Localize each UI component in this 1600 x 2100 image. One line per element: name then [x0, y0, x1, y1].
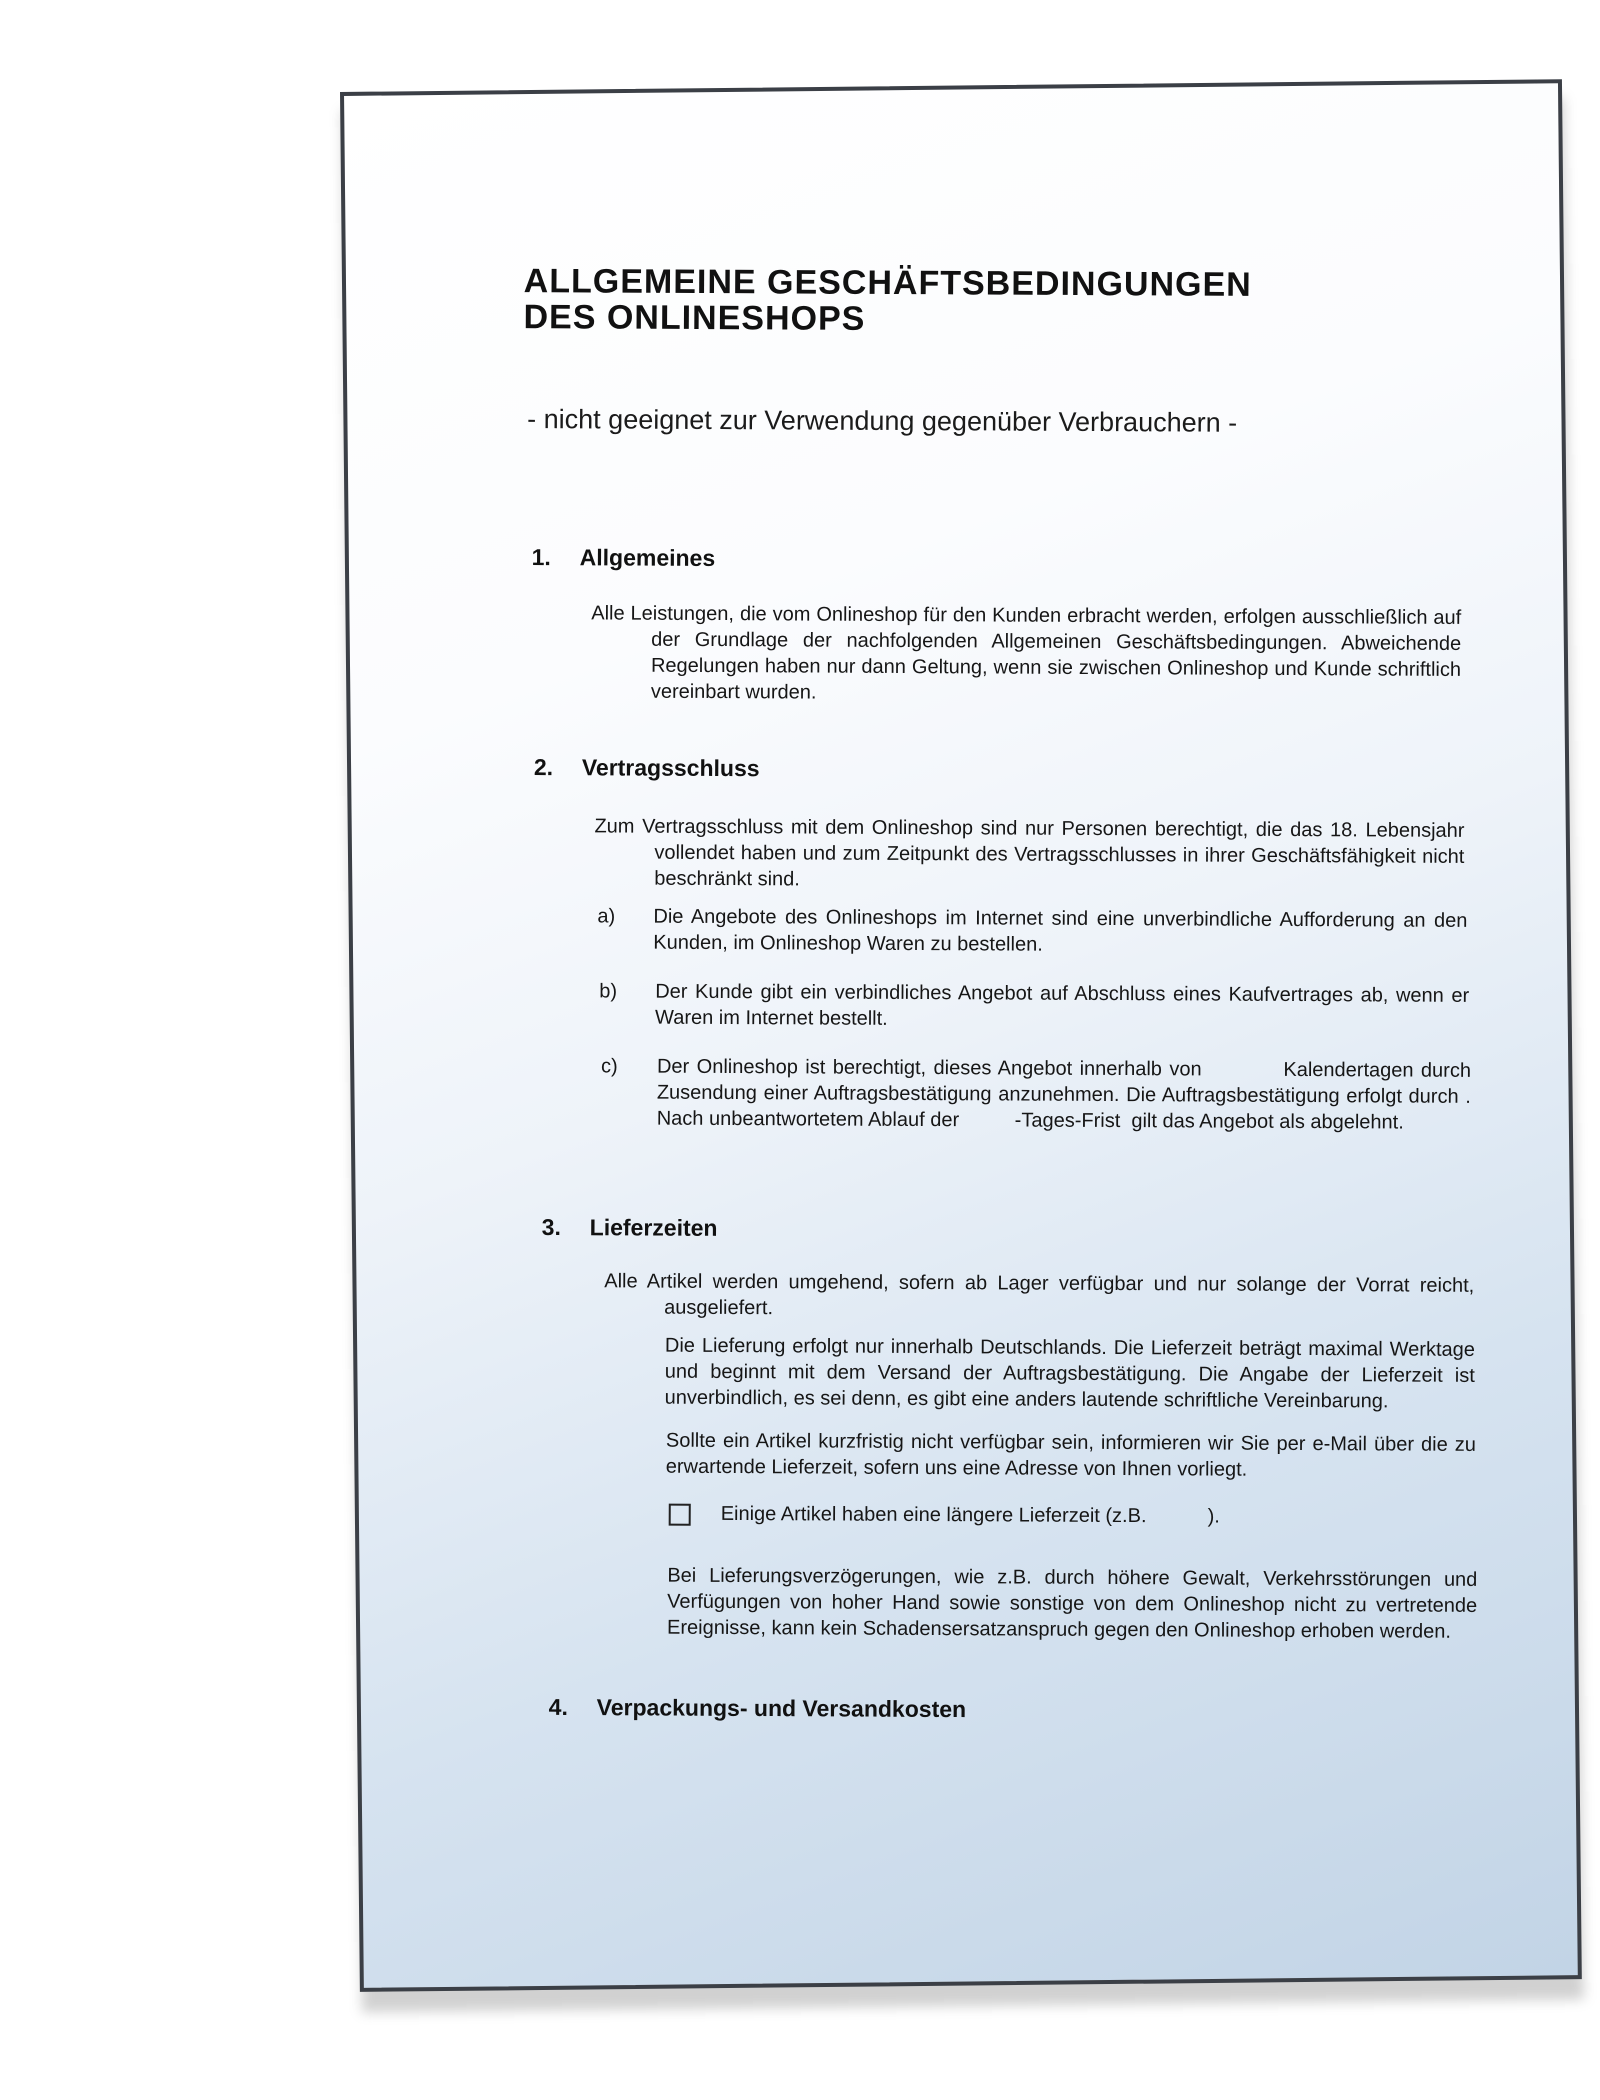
section-1-paragraph: Alle Leistungen, die vom Onlineshop für den Kunden erbracht werden, erfolgen ausschließlich auf der Grundlage der nachfolgenden Allgemeinen Geschäftsbedingungen. Abweichende Regelungen haben nur dann Geltung, wenn sie zwischen Onlineshop und Kunde schriftlich vereinbart wurden.	[591, 602, 1462, 704]
section-number: 1.	[531, 544, 551, 571]
list-item-label: b)	[599, 980, 618, 1003]
section-3-paragraph-2: Die Lieferung erfolgt nur innerhalb Deutschlands. Die Lieferzeit beträgt maximal Werktage und beginnt mit dem Versand der Auftragsbestätigung. Die Angabe der Lieferzeit ist unverbindlich, es sei denn, es gibt eine anders lautende schriftliche Vereinbarung.	[664, 1334, 1475, 1413]
document-subtitle: - nicht geeignet zur Verwendung gegenüber Verbrauchern -	[527, 404, 1238, 438]
section-4-heading	[549, 1694, 1449, 1726]
list-item-label: c)	[600, 1055, 618, 1078]
section-3-paragraph: Alle Artikel werden umgehend, sofern ab Lager verfügbar und nur solange der Vorrat reicht, ausgeliefert.	[604, 1270, 1475, 1320]
section-3-heading	[542, 1214, 1442, 1246]
list-item-text: Die Angebote des Onlineshops im Internet sind eine unverbindliche Aufforderung an den Kunden, im Onlineshop Waren zu bestellen.	[653, 905, 1468, 956]
list-item-text: Der Onlineshop ist berechtigt, dieses Angebot innerhalb von Kalendertagen durch Zusendung einer Auftragsbestätigung anzunehmen. Die Auftragsbestätigung erfolgt durch . Nach unbeantwortetem Ablauf der -Tages-Frist gilt das Angebot als abgelehnt.	[656, 1055, 1477, 1134]
section-3-paragraph-3: Sollte ein Artikel kurzfristig nicht verfügbar sein, informieren wir Sie per e-Mail über die zu erwartende Lieferzeit, sofern uns eine Adresse von Ihnen vorliegt.	[665, 1429, 1476, 1481]
checkbox-icon[interactable]	[669, 1503, 691, 1525]
list-item-text: Der Kunde gibt ein verbindliches Angebot auf Abschluss eines Kaufvertrages ab, wenn er Waren im Internet bestellt.	[655, 980, 1470, 1030]
list-item	[600, 1053, 1477, 1136]
document-page	[340, 79, 1582, 1992]
section-title: Lieferzeiten	[589, 1214, 718, 1241]
list-item	[597, 903, 1467, 960]
section-3-paragraph-4: Bei Lieferungsverzögerungen, wie z.B. durch höhere Gewalt, Verkehrsstörungen und Verfügungen von hoher Hand sowie sonstige von dem Onlineshop nicht zu vertretende Ereignisse, kann kein Schadensersatzanspruch gegen den Onlineshop erhoben werden.	[667, 1564, 1478, 1643]
checkbox-label: Einige Artikel haben eine längere Lieferzeit (z.B. ).	[720, 1502, 1220, 1528]
section-title: Verpackungs- und Versandkosten	[596, 1694, 967, 1723]
section-1-heading	[532, 544, 1432, 576]
longer-delivery-option	[669, 1503, 1220, 1529]
title-line-2: DES ONLINESHOPS	[523, 297, 866, 338]
document-title	[523, 264, 1423, 340]
title-line-1: ALLGEMEINE GESCHÄFTSBEDINGUNGEN	[523, 262, 1252, 304]
section-2-heading	[534, 754, 1434, 786]
section-title: Allgemeines	[579, 544, 716, 571]
section-2-paragraph: Zum Vertragsschluss mit dem Onlineshop sind nur Personen berechtigt, die das 18. Lebensjahr vollendet haben und zum Zeitpunkt des Vertragsschlusses in ihrer Geschäftsfähigkeit nicht beschränkt sind.	[594, 815, 1465, 891]
list-item-label: a)	[597, 905, 616, 928]
section-number: 4.	[548, 1693, 568, 1721]
section-title: Vertragsschluss	[581, 754, 760, 782]
section-number: 2.	[533, 754, 554, 781]
list-item	[599, 978, 1469, 1035]
section-number: 3.	[541, 1213, 561, 1241]
